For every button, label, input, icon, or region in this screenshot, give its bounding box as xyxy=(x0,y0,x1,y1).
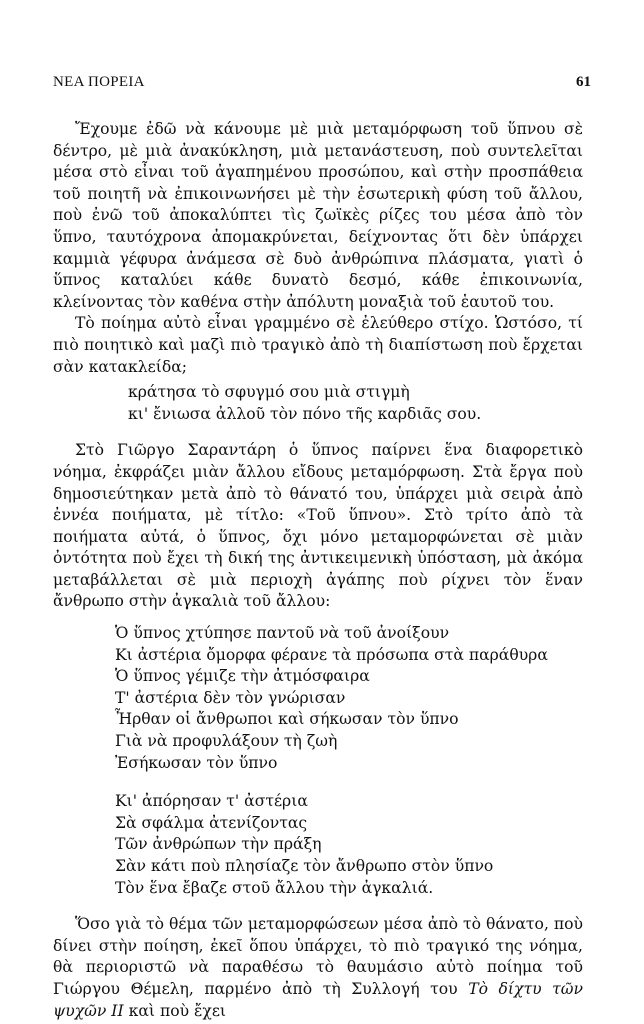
poem-line: Τὸν ἕνα ἔβαζε στοῦ ἄλλου τὴν ἀγκαλιά. xyxy=(115,878,434,897)
book-title: Τὸ δίχτυ τῶν ψυχῶν ΙΙ xyxy=(53,979,583,1020)
poem-line: Σὰ σφάλμα ἀτενίζοντας xyxy=(115,813,308,832)
quoted-verse xyxy=(53,382,583,425)
poem-line: Ὁ ὕπνος γέμιζε τὴν ἀτμόσφαιρα xyxy=(115,667,370,686)
paragraph-1: Ἔχουμε ἐδῶ νὰ κάνουμε μὲ μιὰ μεταμόρφωση τοῦ ὕπνου σὲ δέντρο, μὲ μιὰ ἀνακύκληση, μιὰ μετανάστευση, ποὺ συντελεῖται μέσα στὸ εἶναι τοῦ ἀγαπημένου προσώπου, καὶ στὴν προσπάθεια τοῦ ποιητῆ νὰ ἐπικοινωνήσει μὲ τὴν ἐσωτερικὴ φύση τοῦ ἄλλου, ποὺ ἐνῶ τοῦ ἀποκαλύπτει τὶς ζωϊκὲς ρίζες του μέσα ἀπὸ τὸν ὕπνο, ταυτόχρονα ἀπομακρύνεται, δείχνοντας ὅτι δὲν ὑπάρχει καμμιὰ γέφυρα ἀνάμεσα σὲ δυὸ ἀνθρώπινα πλάσματα, γιατὶ ὁ ὕπνος καταλύει κάθε δυνατὸ δεσμό, κάθε ἐπικοινωνία, κλείνοντας τὸν καθένα στὴν ἀπόλυτη μοναξιὰ τοῦ ἑαυτοῦ του. xyxy=(53,120,583,311)
paragraph-4-text: Ὅσο γιὰ τὸ θέμα τῶν μεταμορφώσεων μέσα ἀπὸ τὸ θάνατο, ποὺ δίνει στὴν ποίηση, ἐκεῖ ὅπου ὑπάρχει, τὸ πιὸ τραγικό της νόημα, θὰ περιοριστῶ νὰ παραθέσω τὸ θαυμάσιο αὐτὸ ποίημα τοῦ Γιώργου Θέμελη, παρμένο ἀπὸ τὴ Συλλογή του xyxy=(53,915,583,998)
verse-line: κράτησα τὸ σφυγμό σου μιὰ στιγμὴ xyxy=(128,383,410,402)
poem-line: Σὰν κάτι ποὺ πλησίαζε τὸν ἄνθρωπο στὸν ὕπνο xyxy=(115,857,494,875)
paragraph-3: Στὸ Γιῶργο Σαραντάρη ὁ ὕπνος παίρνει ἕνα διαφορετικὸ νόημα, ἐκφράζει μιὰν ἄλλου εἴδους μεταμόρφωση. Στὰ ἔργα ποὺ δημοσιεύτηκαν μετὰ ἀπὸ τὸ θάνατό του, ὑπάρχει μιὰ σειρὰ ἀπὸ ἐννέα ποιήματα, μὲ τίτλο: «Τοῦ ὕπνου». Στὸ τρίτο ἀπὸ τὰ ποιήματα αὐτά, ὁ ὕπνος, ὄχι μόνο μεταμορφώνεται σὲ μιὰν ὀντότητα ποὺ ἔχει τὴ δική της ἀντικειμενικὴ ὑπόσταση, μὰ ἀκόμα μεταβάλλεται σὲ μιὰ περιοχὴ ἀγάπης ποὺ ρίχνει τὸν ἕναν ἄνθρωπο στὴν ἀγκαλιὰ τοῦ ἄλλου: xyxy=(53,441,583,611)
poem-line: Γιὰ νὰ προφυλάξουν τὴ ζωὴ xyxy=(115,732,338,751)
paragraph-4 xyxy=(53,914,583,1022)
paragraph-4-end: καὶ ποὺ ἔχει xyxy=(123,1001,227,1020)
stanza-spacer xyxy=(53,774,583,791)
poem-line: Κι ἀστέρια ὄμορφα φέρανε τὰ πρόσωπα στὰ παράθυρα xyxy=(115,645,548,664)
poem-stanza-1 xyxy=(53,623,583,774)
poem-stanza-2 xyxy=(53,791,583,899)
poem-line: Ὁ ὕπνος χτύπησε παντοῦ νὰ τοῦ ἀνοίξουν xyxy=(115,624,450,643)
poem-line: Τ' ἀστέρια δὲν τὸν γνώρισαν xyxy=(115,688,346,707)
poem-line: Ἐσήκωσαν τὸν ὕπνο xyxy=(115,753,278,772)
page-number: 61 xyxy=(576,74,591,90)
poem-line: Ἦρθαν οἱ ἄνθρωποι καὶ σήκωσαν τὸν ὕπνο xyxy=(115,710,459,729)
verse-line: κι' ἔνιωσα ἀλλοῦ τὸν πόνο τῆς καρδιᾶς σου. xyxy=(128,404,482,423)
poem-line: Τῶν ἀνθρώπων τὴν πράξη xyxy=(115,835,322,854)
journal-title: ΝΕΑ ΠΟΡΕΙΑ xyxy=(53,74,145,90)
article-body xyxy=(53,119,583,1022)
poem-line: Κι' ἀπόρησαν τ' ἀστέρια xyxy=(115,792,308,811)
paragraph-2: Τὸ ποίημα αὐτὸ εἶναι γραμμένο σὲ ἐλεύθερο στίχο. Ὡστόσο, τί πιὸ ποιητικὸ καὶ μαζὶ πιὸ τραγικὸ ἀπὸ τὴ διαπίστωση ποὺ ἔρχεται σὰν κατακλείδα; xyxy=(53,314,583,376)
